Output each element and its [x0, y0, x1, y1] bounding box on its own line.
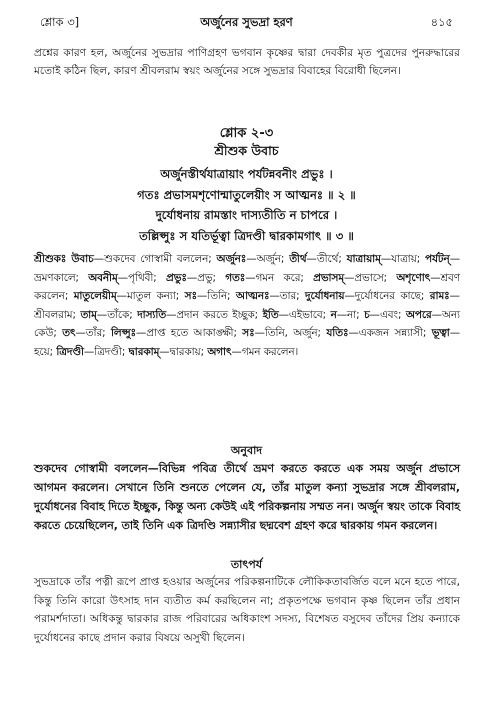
synonym-meaning: —একজন সন্ন্যাসী;: [348, 327, 432, 340]
synonym-meaning: —প্রাপ্ত হতে আকাঙ্ক্ষী;: [136, 327, 243, 340]
synonym-meaning: —তিনি;: [196, 290, 236, 303]
synonym-term: শ্রীশুকঃ উবাচ: [34, 253, 94, 265]
synonym-term: ন: [330, 308, 337, 321]
translation-text: শুকদেব গোস্বামী বললেন—বিভিন্ন পবিত্র তীর্থে ভ্রমণ করতে করতে এক সময় অর্জুন প্রভাসে আগমন করলেন। সেখানে তিনি শুনতে পেলেন যে, তাঁর মাতুল কন্যা সুভদ্রার সঙ্গে শ্রীবলরাম, দুর্যোধনের বিবাহ দিতে ইচ্ছুক, কিন্তু অন্য কেউই এই পরিকল্পনায় সম্মত নন। অর্জুন স্বয়ং তাকে বিবাহ করতে চেয়েছিলেন, তাই তিনি এক ত্রিদণ্ডি সন্ন্যাসীর ছদ্মবেশ গ্রহণ করে দ্বারকায় গমন করলেন।: [34, 462, 460, 532]
synonym-meaning: —হয়ে;: [34, 327, 460, 358]
verse-speaker: শ্রীশুক উবাচ: [214, 143, 279, 158]
synonym-meaning: —প্রভু;: [186, 271, 226, 284]
synonym-meaning: —শ্রবণ করলেন;: [34, 271, 460, 303]
verse-line: তল্লিপ্সুঃ স যতির্ভূত্বা ত্রিদণ্ডী দ্বারকামগাৎ ॥ ৩ ॥: [139, 228, 354, 243]
header-page-number: ৪১৫: [430, 15, 453, 29]
synonym-meaning: —গমন করে;: [245, 271, 314, 284]
synonym-meaning: —প্রভাসে;: [344, 271, 397, 284]
synonym-term: গতঃ: [225, 271, 246, 284]
synonym-meaning: —না;: [336, 308, 365, 321]
synonym-meaning: —এইভাবে;: [278, 308, 331, 321]
verse-line: দুর্যোধনায় রামস্তাং দাস্যতীতি ন চাপরে ।: [155, 208, 338, 223]
intro-paragraph: প্রশ্নের কারণ হল, অর্জুনের সুভদ্রার পাণিগ্রহণ ভগবান কৃষ্ণের দ্বারা দেবকীর মৃত পুত্রদের পুনরুদ্ধারের মতোই কঠিন ছিল, কারণ শ্রীবলরাম স্বয়ং অর্জুনের সঙ্গে সুভদ্রার বিবাহের বিরোধী ছিলেন।: [34, 47, 460, 78]
synonym-term: চ: [364, 308, 370, 321]
sloka-title: শ্লোক ২-৩: [219, 126, 274, 141]
synonym-term: আত্মনঃ: [235, 290, 270, 303]
synonym-term: দাস্যতি: [137, 308, 167, 321]
header-chapter-title: অর্জুনের সুভদ্রা হরণ: [200, 15, 293, 29]
synonym-term: তৎ: [62, 327, 76, 340]
purport-heading: তাৎপর্য: [230, 558, 263, 571]
synonym-meaning: —তার;: [269, 290, 306, 303]
synonym-term: যতিঃ: [326, 327, 349, 340]
translation-heading: অনুবাদ: [230, 444, 263, 457]
synonym-term: ইতি: [262, 308, 279, 321]
synonym-term: ভূত্বা: [431, 327, 450, 340]
verse-line: অর্জুনস্তীর্থযাত্রায়াং পর্যটন্নবনীং প্রভুঃ ।: [160, 167, 333, 181]
synonym-meaning: —গমন করলেন।: [231, 345, 299, 358]
synonym-term: পর্যটন্: [425, 253, 450, 265]
synonym-meaning: —দ্বারকায়;: [159, 345, 208, 358]
synonym-meaning: —শ্রীবলরাম;: [34, 290, 460, 321]
synonym-term: অপরে: [405, 308, 432, 321]
synonym-term: লিপ্সুঃ: [110, 327, 136, 340]
synonym-meaning: —অন্য কেউ;: [34, 308, 460, 340]
synonym-meaning: —তাঁকে;: [96, 308, 138, 321]
synonym-term: তীর্থ: [289, 253, 307, 265]
synonym-term: দুর্যোধনায়: [305, 290, 345, 303]
synonym-meaning: —এবং;: [369, 308, 406, 321]
synonym-meaning: —প্রদান করতে ইচ্ছুক;: [166, 308, 263, 321]
synonym-term: দ্বারকাম্: [128, 345, 160, 358]
synonym-term: প্রভুঃ: [166, 271, 187, 284]
synonym-term: অশৃণোৎ: [396, 271, 431, 284]
synonym-term: যাত্রায়াম্: [346, 253, 381, 265]
synonym-term: প্রভাসম্: [313, 271, 345, 284]
synonym-meaning: —অর্জুন;: [246, 253, 290, 265]
word-synonyms: [34, 250, 460, 362]
synonym-meaning: —তীর্থে;: [306, 253, 347, 265]
synonym-meaning: —তিনি, অর্জুন;: [254, 327, 327, 340]
synonym-meaning: —মাতুল কন্যা;: [116, 290, 185, 303]
synonym-meaning: —যাত্রায়;: [380, 253, 426, 265]
header-verse-ref: শ্লোক ৩]: [40, 15, 80, 29]
synonym-meaning: —ভ্রমণকালে;: [34, 253, 460, 284]
synonym-term: অর্জুনঃ: [216, 253, 247, 265]
synonym-meaning: —তাঁর;: [75, 327, 111, 340]
verse-line: গতঃ প্রভাসমশৃণোন্মাতুলেয়ীং স আত্মনঃ ॥ ২ ॥: [137, 187, 356, 202]
synonym-meaning: —পৃথিবী;: [117, 271, 167, 284]
purport-text: সুভদ্রাকে তাঁর পত্নী রূপে প্রাপ্ত হওয়ার অর্জুনের পরিকল্পনাটিকে লৌকিকতাবর্জিত বলে মনে হতে পারে, কিন্তু তিনি কারো উৎসাহ দান ব্যতীত কর্ম করছিলেন না; প্রকৃতপক্ষে ভগবান কৃষ্ণ ছিলেন তাঁর প্রধান পরামর্শদাতা। অধিকন্তু দ্বারকার রাজ পরিবারের অধিকাংশ সদস্য, বিশেষত বসুদেব তাঁদের প্রিয় কন্যাকে দুর্যোধনের কাছে প্রদান করার বিষয়ে অসুখী ছিলেন।: [34, 576, 460, 644]
page-header: [40, 14, 453, 32]
synonym-meaning: —শুকদেব গোস্বামী বললেন;: [93, 253, 217, 265]
synonym-term: ত্রিদণ্ডী: [56, 345, 84, 358]
verse-text: [0, 164, 493, 246]
synonym-term: মাতুলেয়ীম্: [73, 290, 117, 303]
synonym-term: অবনীম্: [88, 271, 118, 284]
synonym-term: সঃ: [242, 327, 255, 340]
synonym-meaning: —দুর্যোধনের কাছে;: [344, 290, 430, 303]
synonym-term: রামঃ: [429, 290, 450, 303]
synonym-term: সঃ: [184, 290, 197, 303]
synonym-meaning: —ত্রিদণ্ডী;: [83, 345, 129, 358]
synonym-term: অগাৎ: [207, 345, 232, 358]
synonym-term: তাম্: [80, 308, 97, 321]
